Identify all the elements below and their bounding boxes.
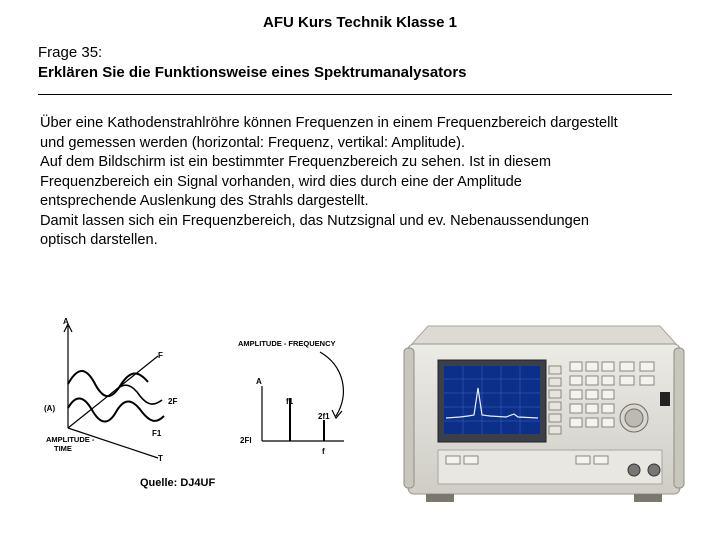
answer-line: und gemessen werden (horizontal: Frequenz, vertikal: Amplitude).: [40, 134, 466, 151]
rotation-arc: [320, 352, 343, 416]
label-a-bracket: (A): [44, 404, 56, 413]
amplitude-frequency-diagram: [232, 316, 362, 466]
caption-amplitude: AMPLITUDE -: [46, 435, 95, 444]
label-t: T: [158, 454, 163, 463]
amplitude-time-diagram: [38, 316, 198, 466]
label-2f: 2F: [168, 397, 178, 406]
foot: [634, 494, 662, 502]
screen: [444, 366, 540, 434]
answer-line: entsprechende Auslenkung des Strahls dargestellt.: [40, 193, 369, 209]
answer-line: Über eine Kathodenstrahlröhre können Frequenzen in einem Frequenzbereich dargestellt: [40, 115, 618, 131]
waveform-2f: [116, 385, 162, 404]
source-credit: Quelle: DJ4UF: [140, 477, 216, 489]
question-title: Erklären Sie die Funktionsweise eines Spektrumanalysators: [38, 64, 467, 81]
axis-label-a: A: [256, 377, 262, 386]
answer-line: Frequenzbereich ein Signal vorhanden, wird dies durch eine der Amplitude: [40, 173, 522, 190]
axis-label-a: A: [63, 317, 69, 326]
page-header: AFU Kurs Technik Klasse 1: [263, 14, 457, 31]
right-handle: [674, 348, 684, 488]
left-handle: [404, 348, 414, 488]
waveform-f: [68, 371, 148, 396]
answer-line: Damit lassen sich ein Frequenzbereich, das Nutzsignal und ev. Nebenaussendungen: [40, 212, 589, 229]
label-f1: F1: [152, 429, 162, 438]
case-top: [412, 326, 676, 344]
caption-amplitude-frequency: AMPLITUDE - FREQUENCY: [238, 339, 336, 348]
divider: [38, 94, 672, 95]
floppy-slot: [660, 392, 670, 406]
question-number: Frage 35:: [38, 44, 103, 61]
label-2f1: 2f1: [318, 412, 330, 421]
waveform-f1: [68, 398, 164, 421]
label-f: F: [158, 351, 163, 360]
answer-line: optisch darstellen.: [40, 232, 158, 248]
spectrum-analyzer-photo: [398, 318, 686, 530]
label-f1: f1: [286, 397, 294, 406]
label-f: f: [322, 447, 325, 456]
label-2fi: 2FI: [240, 436, 252, 445]
foot: [426, 494, 454, 502]
connector: [628, 464, 640, 476]
caption-time: TIME: [54, 444, 72, 453]
connector: [648, 464, 660, 476]
answer-text: [40, 114, 690, 251]
answer-line: Auf dem Bildschirm ist ein bestimmter Frequenzbereich zu sehen. Ist in diesem: [40, 154, 551, 170]
